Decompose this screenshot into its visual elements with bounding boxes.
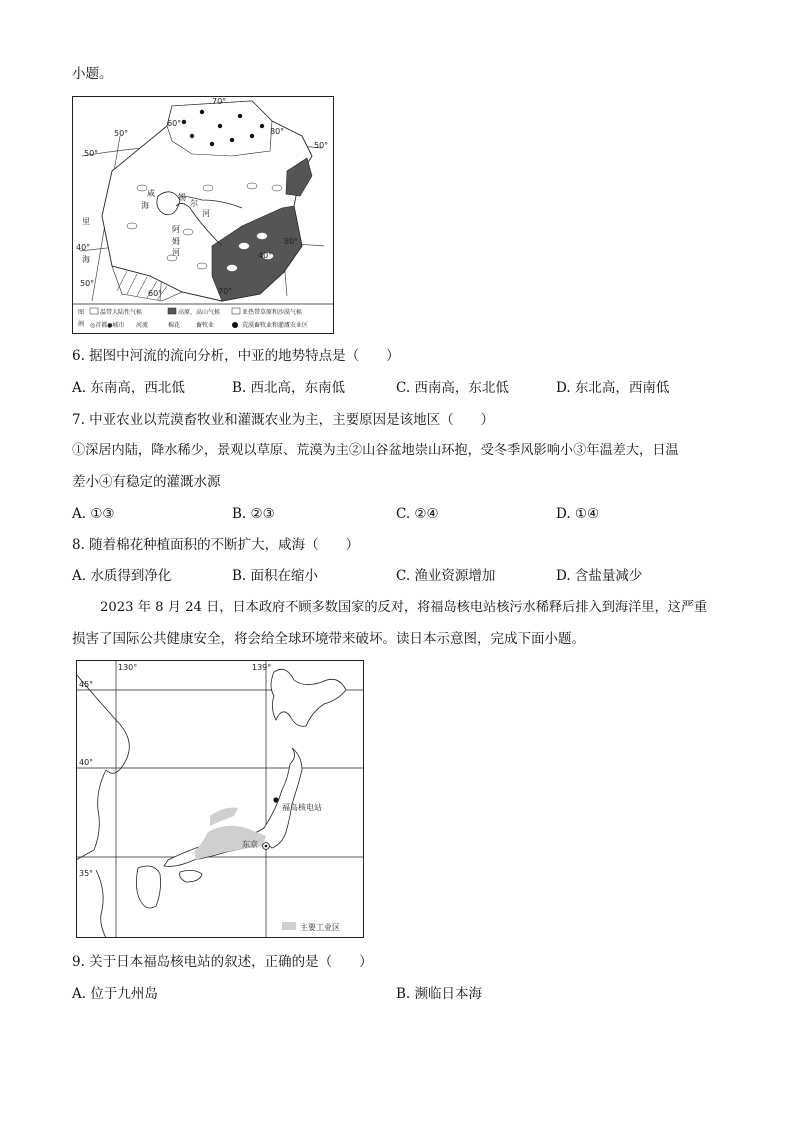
lat-45-label: 45° [79, 680, 94, 689]
amu-river-label-3: 河 [172, 248, 180, 257]
legend-plateau: 高原、高山气候 [178, 309, 221, 316]
legend-river: 河流 [136, 322, 149, 329]
lon-130-label: 130° [118, 663, 138, 672]
syr-river-label-3: 河 [202, 209, 210, 218]
aral-sea-label-2: 海 [141, 201, 149, 210]
syr-river-label-2: 尔 [190, 199, 198, 208]
legend-subtropical: 亚热带草原和沙漠气候 [242, 309, 303, 316]
q8-option-a[interactable]: A. 水质得到净化 [72, 568, 172, 584]
lon-70-top: 70° [212, 97, 227, 106]
caspian-label-2: 海 [82, 255, 90, 264]
lon-80-right: 80° [284, 237, 299, 246]
lon-50-bottom: 50° [80, 279, 95, 288]
lon-70-bottom: 70° [218, 287, 233, 296]
q6-option-d[interactable]: D. 东北高，西南低 [556, 380, 670, 396]
q9-stem: 9. 关于日本福岛核电站的叙述，正确的是（ ） [72, 954, 373, 970]
legend-industrial: 主要工业区 [300, 923, 340, 932]
q7-stem: 7. 中亚农业以荒漠畜牧业和灌溉农业为主，主要原因是该地区（ ） [72, 412, 495, 428]
lon-60-bottom: 60° [148, 289, 163, 298]
q6-option-b[interactable]: B. 西北高，东南低 [232, 380, 346, 396]
legend-livestock: 畜牧业 [196, 322, 215, 329]
lon-60-top: 60° [167, 119, 182, 128]
q8-option-b[interactable]: B. 面积在缩小 [232, 568, 319, 584]
q6-stem: 6. 据图中河流的流向分析，中亚的地势特点是（ ） [72, 348, 400, 364]
q7-option-d[interactable]: D. ①④ [556, 506, 600, 522]
q7-statements-line-1: ①深居内陆，降水稀少，景观以草原、荒漠为主②山谷盆地崇山环抱，受冬季风影响小③年温差大，日温 [72, 443, 679, 458]
lon-139-label: 139° [252, 663, 272, 672]
lat-35-label: 35° [79, 869, 94, 878]
q7-option-c[interactable]: C. ②④ [396, 506, 439, 522]
lat-50-right: 50° [314, 141, 329, 150]
amu-river-label-2: 姆 [172, 237, 180, 246]
caspian-label-1: 里 [82, 217, 90, 226]
amu-river-label-1: 阿 [172, 225, 180, 234]
fukushima-label: 福岛核电站 [282, 803, 322, 812]
central-asia-map [72, 96, 334, 334]
tokyo-label: 东京 [242, 840, 258, 849]
q7-option-a[interactable]: A. ①③ [72, 506, 115, 522]
q8-option-c[interactable]: C. 渔业资源增加 [396, 568, 496, 584]
lat-50-left: 50° [84, 149, 99, 158]
lat-40-left: 40° [76, 243, 91, 252]
legend-title-2: 例 [78, 321, 85, 328]
lat-40-right: 40° [258, 251, 273, 260]
lon-80-top: 80° [270, 127, 285, 136]
aral-sea-label-1: 咸 [147, 189, 155, 198]
q7-option-b[interactable]: B. ②③ [232, 506, 275, 522]
legend-farm: 荒漠畜牧业和灌溉农业区 [242, 322, 309, 329]
syr-river-label-1: 锡 [178, 193, 186, 202]
q9-option-a[interactable]: A. 位于九州岛 [72, 986, 158, 1002]
lat-40-label: 40° [79, 758, 94, 767]
lon-50-top: 50° [114, 129, 129, 138]
q6-option-c[interactable]: C. 西南高，东北低 [396, 380, 509, 396]
q6-option-a[interactable]: A. 东南高，西北低 [72, 380, 185, 396]
legend-title-1: 图 [78, 309, 85, 316]
japan-map [76, 660, 364, 938]
passage-line-1: 2023 年 8 月 24 日，日本政府不顾多数国家的反对，将福岛核电站核污水稀释后排入到海洋里，这严重 [100, 600, 708, 615]
q8-stem: 8. 随着棉花种植面积的不断扩大，咸海（ ） [72, 537, 360, 553]
q7-statements-line-2: 差小④有稳定的灌溉水源 [72, 474, 221, 490]
legend-temperate: 温带大陆性气候 [100, 309, 143, 316]
passage-line-2: 损害了国际公共健康安全，将会给全球环境带来破坏。读日本示意图，完成下面小题。 [72, 631, 585, 647]
legend-cotton: 棉花 [168, 322, 181, 329]
q8-option-d[interactable]: D. 含盐量减少 [556, 568, 643, 584]
intro-tail-text: 小题。 [72, 66, 113, 82]
legend-capital-city: ◎首都●城市 [90, 322, 125, 329]
q9-option-b[interactable]: B. 濒临日本海 [396, 986, 483, 1002]
